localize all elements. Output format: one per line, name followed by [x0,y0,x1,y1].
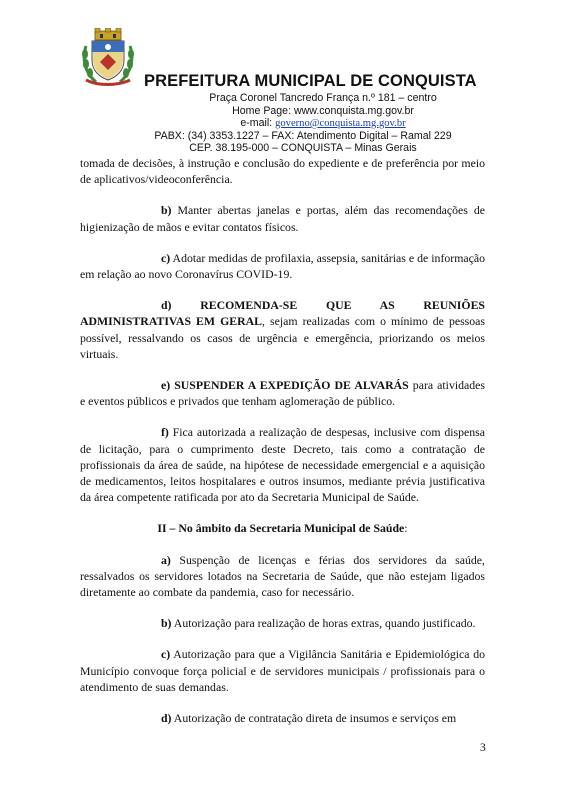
item-text: para atividades e eventos públicos e privados que tenham aglomeração de público. [80,378,485,409]
paragraph-section-item-a [80,552,485,601]
header-email-link[interactable]: governo@conquista.mg.gov.br [275,118,406,129]
item-text: Fica autorizada a realização de despesas, inclusive com dispensa de licitação, para o cumprimento deste Decreto, tais como a contratação de profissionais da área de saúde, na hipótese de necessidade emergencial e a aquisição de medicamentos, leitos hospitalares e outros insumos, mediante prévia justificativa da área competente ratificada por ato da Secretaria Municipal de Saúde. [80,425,485,505]
page-number: 3 [480,742,486,754]
item-label: e) [161,378,171,393]
header-cep: CEP. 38.195-000 – CONQUISTA – Minas Gerais [189,142,417,154]
item-text: Autorização para que a Vigilância Sanitária e Epidemiológica do Município convoque força policial e de servidores municipais / profissionais para o atendimento de suas demandas. [80,647,485,694]
header-title: PREFEITURA MUNICIPAL DE CONQUISTA [144,72,477,90]
item-text: Suspenção de licenças e férias dos servidores da saúde, ressalvados os servidores lotados na Secretaria de Saúde, que não estejam ligados diretamente ao combate da pandemia, caso for necessário. [80,552,485,600]
paragraph-item-d [80,297,485,362]
header-email-label: e-mail: [240,117,276,129]
header-email-line [40,117,566,129]
item-bold-text: RECOMENDA-SE QUE AS REUNIÕES ADMINISTRATIVAS EM GERAL [80,298,485,329]
item-text: Manter abertas janelas e portas, além das recomendações de higienização de mãos e evitar contatos físicos. [80,203,485,234]
item-bold-text: SUSPENDER A EXPEDIÇÃO DE ALVARÁS [170,378,409,393]
document-body [80,155,485,726]
item-label: f) [161,425,169,440]
paragraph-item-c [80,250,485,282]
paragraph-item-b [80,202,485,234]
section-title: II – No âmbito da Secretaria Municipal de Saúde [157,521,405,536]
item-label: d) [161,298,172,313]
section-heading [80,520,485,536]
item-text: Autorização para realização de horas extras, quando justificado. [171,616,476,631]
paragraph-item-e [80,377,485,409]
paragraph-intro: tomada de decisões, à instrução e conclusão do expediente e de preferência por meio de aplicativos/videoconferência. [80,156,485,187]
header-homepage: Home Page: www.conquista.mg.gov.br [232,105,414,117]
paragraph-section-item-b [80,615,485,631]
municipal-crest-icon [80,28,136,86]
item-label: c) [161,647,171,662]
item-text: Autorização de contratação direta de insumos e serviços em [171,711,457,726]
item-label: d) [161,711,172,726]
header-phones: PABX: (34) 3353.1227 – FAX: Atendimento Digital – Ramal 229 [154,130,452,142]
paragraph-section-item-c [80,646,485,695]
header-address: Praça Coronel Tancredo França n.º 181 – centro [209,92,437,104]
item-label: b) [161,203,172,218]
item-label: b) [161,616,172,631]
item-label: c) [161,250,171,265]
item-text: , sejam realizadas com o mínimo de pessoas possível, ressalvando os casos de urgência e emergência, priorizando os meios virtuais. [80,314,485,361]
section-colon: : [404,521,408,536]
paragraph-section-item-d [80,710,485,726]
paragraph-item-f [80,424,485,505]
item-text: Adotar medidas de profilaxia, assepsia, sanitárias e de informação em relação ao novo Coronavírus COVID-19. [80,250,485,282]
item-label: a) [161,552,171,567]
